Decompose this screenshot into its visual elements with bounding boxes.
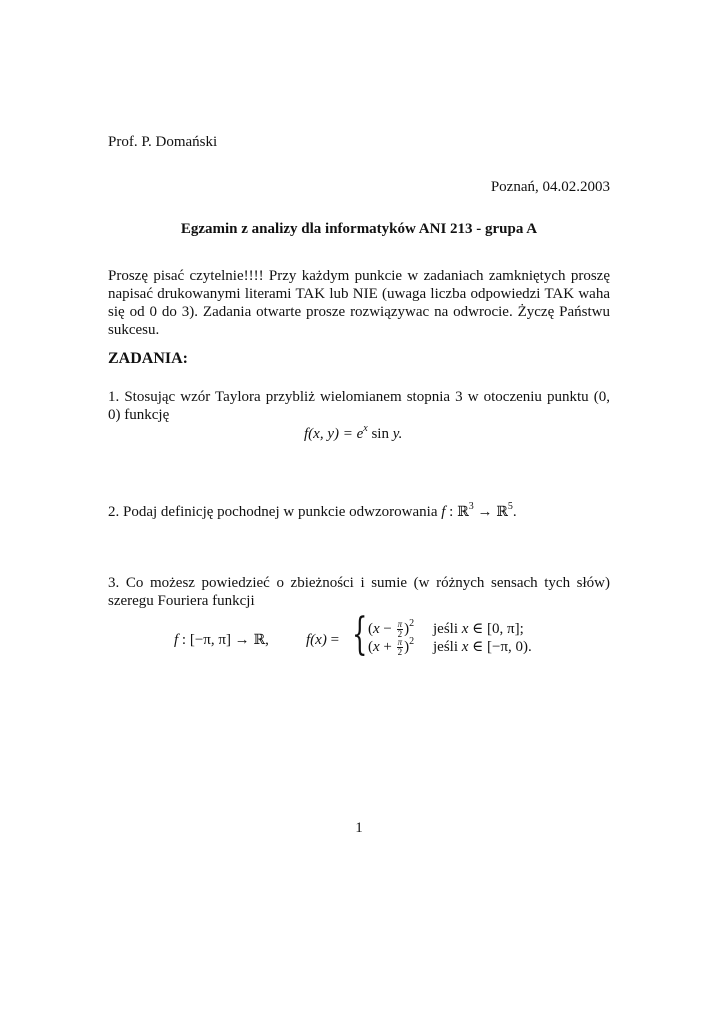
task-2-text: Podaj definicję pochodnej w punkcie odwzorowania <box>123 504 438 520</box>
task-1 <box>108 388 610 424</box>
task-3-case-2-expr: (x + $\frac{\pi}{2}$ )$^2$ <box>368 636 415 658</box>
task-3-number: 3. <box>108 575 120 591</box>
author: Prof. P. Domański <box>108 134 218 150</box>
page-number: 1 <box>355 820 363 836</box>
exam-title: Egzamin z analizy dla informatyków ANI 213 - grupa A <box>180 221 538 237</box>
place-date: Poznań, 04.02.2003 <box>490 179 610 195</box>
task-2-number: 2. <box>108 504 120 520</box>
task-1-text: Stosując wzór Taylora przybliż wielomianem stopnia 3 w otoczeniu punktu (0, 0) funkcję <box>108 389 611 423</box>
left-brace: { <box>352 609 368 660</box>
task-3-text: Co możesz powiedzieć o zbieżności i sumie (w różnych sensach tych słów) szeregu Fouriera funkcji <box>108 575 611 609</box>
task-3-fx-label: f(x) = <box>306 632 340 648</box>
task-3-case-1-word: jeśli <box>433 621 458 637</box>
task-3-case-1-cond: jeśli x ∈ [0, π]; <box>433 621 524 637</box>
task-1-number: 1. <box>108 389 120 405</box>
instructions: Proszę pisać czytelnie!!!! Przy każdym punkcie w zadaniach zamkniętych proszę napisać drukowanymi literami TAK lub NIE (uwaga liczba odpowiedzi TAK waha się od 0 do 3). Zadania otwarte prosze rozwiązywac na odwrocie. Życzę Państwu sukcesu. <box>108 268 610 338</box>
task-1-formula: f(x, $y) = e^x$ sin y. <box>304 423 403 442</box>
task-3-domain-formula: f : [−π, π] → ℝ, <box>174 632 269 648</box>
task-3-case-2-cond: jeśli x ∈ [−π, 0). <box>433 639 532 655</box>
task-2 <box>108 503 517 521</box>
task-3-case-2-word: jeśli <box>433 639 458 655</box>
task-2-formula: f : ℝ$^3$ → ℝ$^5$. <box>441 501 517 520</box>
task-3 <box>108 574 610 610</box>
task-3-case-1-expr: (x − $\frac{\pi}{2}$ )$^2$ <box>368 618 415 640</box>
section-heading: ZADANIA: <box>108 350 188 367</box>
